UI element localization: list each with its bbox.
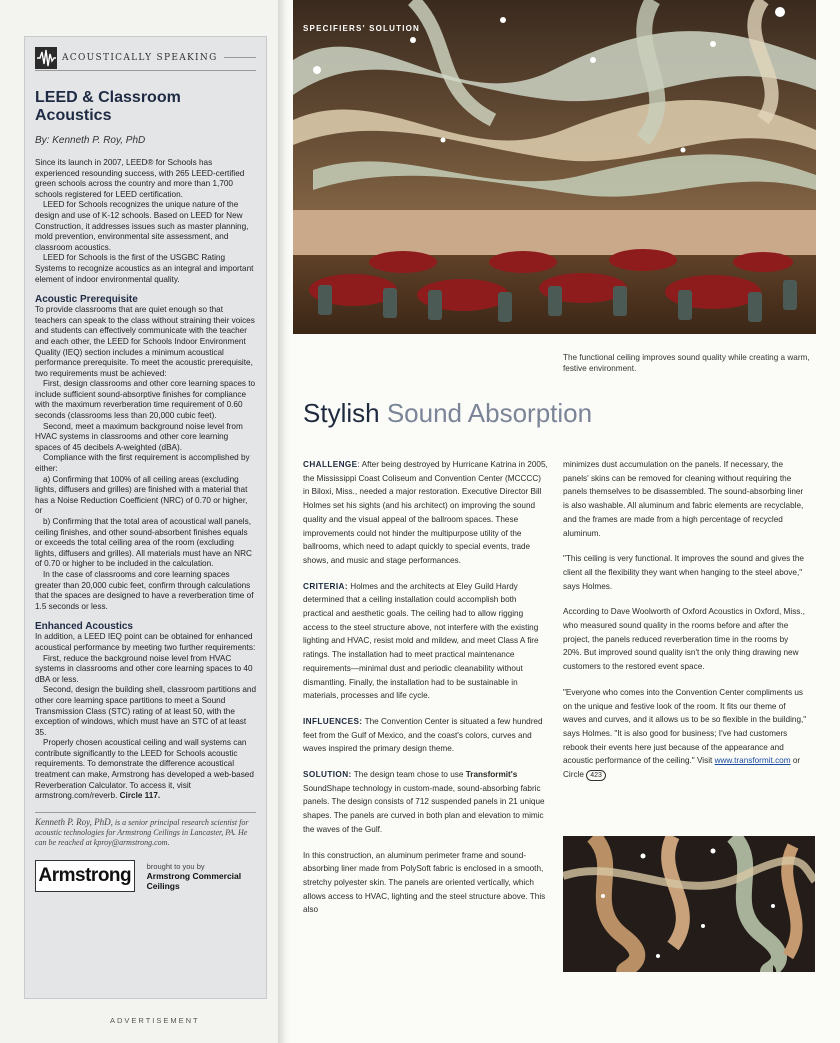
article-column-2 (563, 458, 809, 794)
armstrong-logo: Armstrong (35, 860, 135, 892)
reader-service-number: 423 (586, 770, 606, 781)
section2-paragraph-4 (35, 738, 256, 802)
col2-paragraph-4 (563, 686, 809, 782)
article-title (303, 398, 592, 429)
solution-paragraph (303, 768, 549, 837)
construction-paragraph: In this construction, an aluminum perimeter frame and sound-absorbing liner made from PolySoft fabric is enclosed in a smooth, stretchy polyester skin. The panels are oriented vertically, which allows access to HVAC, lighting and the steel structure above. This also (303, 850, 546, 915)
page-spine (278, 0, 292, 1043)
brought-label: brought to you by (146, 861, 205, 871)
intro-paragraph-2: LEED for Schools recognizes the unique nature of the design and use of K-12 schools. Based on LEED for New Construction, it addresses issues such as master planning, mold prevention, environmental site assessment, and classroom acoustics. (35, 200, 249, 252)
sidebar-title: LEED & Classroom Acoustics (35, 89, 181, 124)
title-light: Sound Absorption (386, 398, 593, 428)
solution-pre: The design team chose to use (351, 770, 466, 780)
kicker-bar (35, 45, 256, 71)
sponsor-credit (147, 862, 256, 891)
sidebar-byline: By: Kenneth P. Roy, PhD (35, 135, 146, 146)
bio-text: is a senior principal research scientist for acoustic technologies for Armstrong Ceilings in Lancaster, PA. He can be reached at kproy@armstrong.com. (35, 817, 249, 848)
section1-paragraph-3: Second, meet a maximum background noise level from HVAC systems in classrooms and other core learning spaces of 45 decibels A-weighted (dBA). (35, 421, 243, 452)
section1-paragraph-5: a) Confirming that 100% of all ceiling areas (excluding lights, diffusers and grilles) are finished with a material that has a Noise Reduction Coefficient (NRC) of 0.70 or higher, or (35, 474, 248, 516)
hero-photo-ballroom (293, 0, 816, 334)
col2-paragraph-1: minimizes dust accumulation on the panels. If necessary, the panels' skins can be removed for cleaning without requiring the panels themselves to be disassembled. The sound-absorbing liner is also washable. All aluminum and fabric elements are recyclable, and the frames are made from a high percentage of recycled aluminum. (563, 460, 804, 538)
criteria-text: Holmes and the architects at Eley Guild Hardy determined that a ceiling installation could accomplish both practical and aesthetic goals. The ceiling had to allow rigging access to the steel structure above, not interfere with the existing lighting and HVAC, resist mold and mildew, and meet Class A fire ratings. The installation had to meet practical maintenance requirements—minimal dust and periodic cleanability without dismantling. Finally, the installation had to be sustainable in materials, processes and life cycle. (303, 581, 539, 701)
solution-brand: Transformit's (465, 770, 518, 780)
heading-enhanced-acoustics: Enhanced Acoustics (35, 621, 133, 633)
intro-paragraph-1: Since its launch in 2007, LEED® for Schools has experienced resounding success, with 265 LEED-certified green schools across the country and more than 1,700 schools registered for LEED certification. (35, 158, 245, 199)
challenge-text: : After being destroyed by Hurricane Katrina in 2005, the Mississippi Coast Coliseum and Convention Center (MCCCC) in Biloxi, Miss., needed a major restoration. Executive Director Bill Holmes set his sights (and his architect) on improving the sound quality and the visual appeal of the ballroom spaces. These improvements could not hinder the multipurpose utility of the ballrooms, which need to adapt quickly to special events, trade shows, and music and stage performances. (303, 460, 548, 565)
section1-paragraph-7: In the case of classrooms and core learning spaces greater than 20,000 cubic feet, confirm through calculations that the spaces are designed to have a reverberation time of 1.5 seconds or less. (35, 569, 254, 611)
challenge-paragraph (303, 458, 549, 568)
col2-paragraph-2: "This ceiling is very functional. It improves the sound and gives the client all the flexibility they want when hanging to the steel above," says Holmes. (563, 554, 804, 591)
sound-wave-icon (35, 47, 57, 69)
col2-paragraph-3: According to Dave Woolworth of Oxford Acoustics in Oxford, Miss., who measured sound quality in the rooms before and after the project, the panels reduced reverberation time in the rooms by 20%. But improved sound quality isn't the only thing drawing new customers to the restored event space. (563, 607, 805, 672)
heading-acoustic-prerequisite: Acoustic Prerequisite (35, 294, 138, 306)
criteria-label: CRITERIA: (303, 581, 348, 591)
article-column-1 (303, 458, 549, 929)
circle-reference: Circle 117. (119, 791, 161, 801)
solution-post: SoundShape technology in custom-made, sound-absorbing fabric panels. The design consists of 712 suspended panels in 21 unique shapes. The panels are curved in both plan and elevation to mimic the waves of the Gulf. (303, 783, 545, 834)
challenge-label: CHALLENGE (303, 460, 358, 469)
section2-paragraph-4-text: Properly chosen acoustical ceiling and wall systems can contribute significantly to the LEED for Schools acoustic requirements. To demonstrate the difference acoustical treatment can make, Armstrong has developed a web-based Reverberation Calculator. To access it, visit armstrong.com/reverb. (35, 738, 254, 801)
kicker-label: ACOUSTICALLY SPEAKING (62, 52, 218, 63)
author-bio (35, 812, 256, 849)
kicker-rule (224, 57, 256, 58)
section1-paragraph-2: First, design classrooms and other core learning spaces to include sufficient sound-absorptive finishes for compliance with the maximum reverberation time requirement of 0.60 seconds (classrooms less than 20,000 cubic feet). (35, 379, 256, 421)
section-tag: SPECIFIERS' SOLUTION (303, 24, 421, 33)
circle-pre: or Circle (563, 756, 801, 780)
sponsor-company: Armstrong Commercial Ceilings (146, 870, 242, 891)
title-bold: Stylish (303, 398, 380, 428)
intro-paragraph-3: LEED for Schools is the first of the USGBC Rating Systems to recognize acoustics as an integral and important element of indoor environmental quality. (35, 253, 254, 284)
sponsor-footer (35, 860, 256, 892)
section2-paragraph-2: First, reduce the background noise level from HVAC systems in classrooms and other core learning spaces to 40 dBA or less. (35, 653, 253, 684)
influences-text: The Convention Center is situated a few hundred feet from the Gulf of Mexico, and the coast's colors, curves and waves inspired the primary design theme. (303, 716, 543, 754)
bio-name: Kenneth P. Roy, PhD, (35, 816, 113, 827)
photo-caption: The functional ceiling improves sound quality while creating a warm, festive environment. (563, 353, 810, 373)
criteria-paragraph (303, 580, 549, 703)
transformit-link[interactable]: www.transformit.com (714, 756, 791, 766)
section1-paragraph-1: To provide classrooms that are quiet enough so that teachers can speak to the class without straining their voices and students can effectively communicate with the teacher and each other, the LEED for Schools Indoor Environment Quality (IEQ) section includes a minimum acoustical performance prerequisite. To meet the acoustic prerequisite, two requirements must be achieved: (35, 305, 255, 378)
advertorial-sidebar (24, 36, 267, 999)
section1-paragraph-4: Compliance with the first requirement is accomplished by either: (35, 453, 250, 474)
col2-paragraph-4-text: "Everyone who comes into the Convention Center compliments us on the unique and festive look of the room. It fits our theme of waves and curves, and it allows us to be so flexible in the building," says Holmes. "It is also good for business; I've had customers rebook their events here just because of the appearance and acoustic performance of the ceiling." Visit (563, 687, 807, 766)
section1-paragraph-6: b) Confirming that the total area of acoustical wall panels, ceiling finishes, and other sound-absorbent finishes equals or exceeds the total ceiling area of the room (excluding lights, diffusers and grilles). All materials must have an NRC of 0.70 or higher to be included in the calculation. (35, 517, 252, 569)
influences-label: INFLUENCES: (303, 716, 363, 726)
advertisement-label: ADVERTISEMENT (110, 1016, 200, 1025)
ballroom-illustration (293, 0, 816, 334)
section2-paragraph-3: Second, design the building shell, classroom partitions and other core learning space partitions to meet a Sound Transmission Class (STC) rating of at least 50, with the exception of windows, which must have an STC of at least 35. (35, 685, 257, 737)
section2-paragraph-1: In addition, a LEED IEQ point can be obtained for enhanced acoustical performance by meeting two further requirements: (35, 632, 256, 652)
solution-label: SOLUTION: (303, 770, 352, 780)
ceiling-detail-illustration (563, 836, 815, 972)
ceiling-detail-photo (563, 836, 815, 972)
influences-paragraph (303, 715, 549, 756)
